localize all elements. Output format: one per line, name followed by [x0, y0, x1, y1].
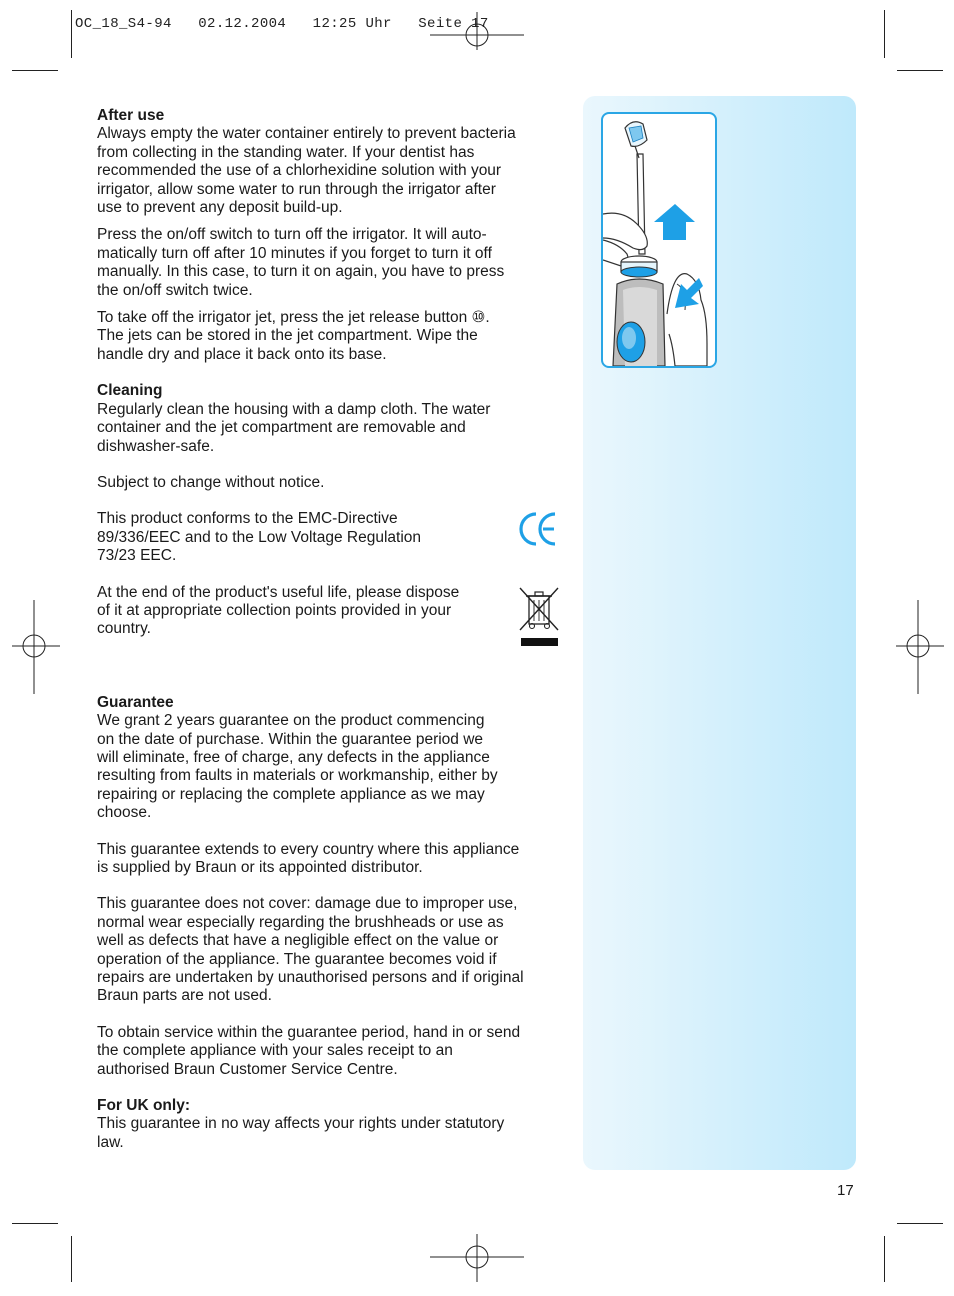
page-number: 17	[837, 1182, 854, 1199]
text-line: 89/336/EEC and to the Low Voltage Regulation	[97, 528, 422, 546]
arrow-up-icon	[654, 204, 695, 240]
print-slug: OC_18_S4-94 02.12.2004 12:25 Uhr Seite 17	[75, 16, 489, 32]
uk-paragraph	[97, 1115, 557, 1152]
text-line: irrigator, allow some water to run through the irrigator after	[97, 180, 496, 198]
text-line: To obtain service within the guarantee period, hand in or send	[97, 1023, 521, 1041]
heading-after-use: After use	[97, 107, 165, 124]
notice-text: Subject to change without notice.	[97, 473, 325, 491]
irrigator-jet-release-drawing	[603, 114, 715, 366]
text-line: 73/23 EEC.	[97, 547, 177, 565]
crop-mark	[12, 70, 58, 71]
ce-mark-icon	[519, 510, 559, 548]
text-line: Braun parts are not used.	[97, 987, 272, 1005]
text-line: recommended the use of a chlorhexidine solution with your	[97, 162, 502, 180]
disposal-paragraph	[97, 584, 557, 639]
after-use-paragraph-3	[97, 309, 557, 364]
irrigator-illustration	[601, 112, 717, 368]
registration-mark-icon	[12, 600, 60, 694]
manual-text-column	[97, 107, 557, 1152]
text-line: law.	[97, 1133, 124, 1151]
text-line: handle dry and place it back onto its base.	[97, 345, 387, 363]
guarantee-paragraph-4	[97, 1024, 557, 1079]
guarantee-paragraph-3	[97, 895, 557, 1005]
crop-mark	[71, 10, 72, 58]
text-line: of it at appropriate collection points provided in your	[97, 601, 452, 619]
text-line: operation of the appliance. The guarantee becomes void if	[97, 950, 497, 968]
text-line: At the end of the product's useful life, please dispose	[97, 583, 460, 601]
text-line: resulting from faults in materials or workmanship, either by	[97, 767, 498, 785]
registration-mark-icon	[896, 600, 944, 694]
crop-mark	[884, 10, 885, 58]
crop-mark	[897, 1223, 943, 1224]
crop-mark	[884, 1236, 885, 1282]
guarantee-paragraph-1	[97, 712, 557, 822]
text-line: authorised Braun Customer Service Centre.	[97, 1060, 398, 1078]
crop-mark	[897, 70, 943, 71]
text-line: Always empty the water container entirely to prevent bacteria	[97, 125, 516, 143]
text-line: choose.	[97, 804, 152, 822]
text-line: This guarantee extends to every country where this appliance	[97, 840, 520, 858]
text-line: Press the on/off switch to turn off the irrigator. It will auto-	[97, 226, 487, 244]
text-line: the on/off switch twice.	[97, 281, 253, 299]
after-use-paragraph-1	[97, 125, 557, 217]
emc-paragraph	[97, 510, 557, 565]
text-line: manually. In this case, to turn it on again, you have to press	[97, 263, 505, 281]
text-line: matically turn off after 10 minutes if you forget to turn it off	[97, 244, 492, 262]
text-line: This guarantee does not cover: damage due to improper use,	[97, 895, 518, 913]
weee-bin-icon	[518, 586, 560, 648]
text-line: from collecting in the standing water. If your dentist has	[97, 143, 475, 161]
text-line: dishwasher-safe.	[97, 437, 215, 455]
text-line: well as defects that have a negligible effect on the value or	[97, 932, 499, 950]
text-line: use to prevent any deposit build-up.	[97, 199, 343, 217]
text-line: To take off the irrigator jet, press the jet release button ⑩.	[97, 309, 490, 327]
heading-uk-only: For UK only:	[97, 1097, 190, 1115]
registration-mark-icon	[430, 12, 524, 50]
text-line: This guarantee in no way affects your rights under statutory	[97, 1115, 505, 1133]
registration-mark-icon	[430, 1234, 524, 1282]
cleaning-paragraph	[97, 401, 557, 456]
guarantee-paragraph-2	[97, 841, 557, 878]
text-line: The jets can be stored in the jet compartment. Wipe the	[97, 327, 478, 345]
after-use-paragraph-2	[97, 226, 557, 300]
heading-cleaning: Cleaning	[97, 382, 163, 400]
text-line: repairs are undertaken by unauthorised persons and if original	[97, 969, 524, 987]
text-line: will eliminate, free of charge, any defects in the appliance	[97, 748, 490, 766]
text-line: This product conforms to the EMC-Directive	[97, 510, 398, 528]
text-line: Regularly clean the housing with a damp cloth. The water	[97, 400, 491, 418]
text-line: on the date of purchase. Within the guarantee period we	[97, 730, 484, 748]
text-line: the complete appliance with your sales receipt to an	[97, 1042, 453, 1060]
heading-guarantee: Guarantee	[97, 693, 174, 711]
text-line: normal wear especially regarding the brushheads or use as	[97, 913, 504, 931]
text-line: is supplied by Braun or its appointed distributor.	[97, 859, 423, 876]
text-line: container and the jet compartment are removable and	[97, 419, 466, 437]
text-line: country.	[97, 620, 151, 638]
text-line: We grant 2 years guarantee on the product commencing	[97, 712, 485, 730]
crop-mark	[71, 1236, 72, 1282]
text-line: repairing or replacing the complete appliance as we may	[97, 785, 485, 803]
crop-mark	[12, 1223, 58, 1224]
